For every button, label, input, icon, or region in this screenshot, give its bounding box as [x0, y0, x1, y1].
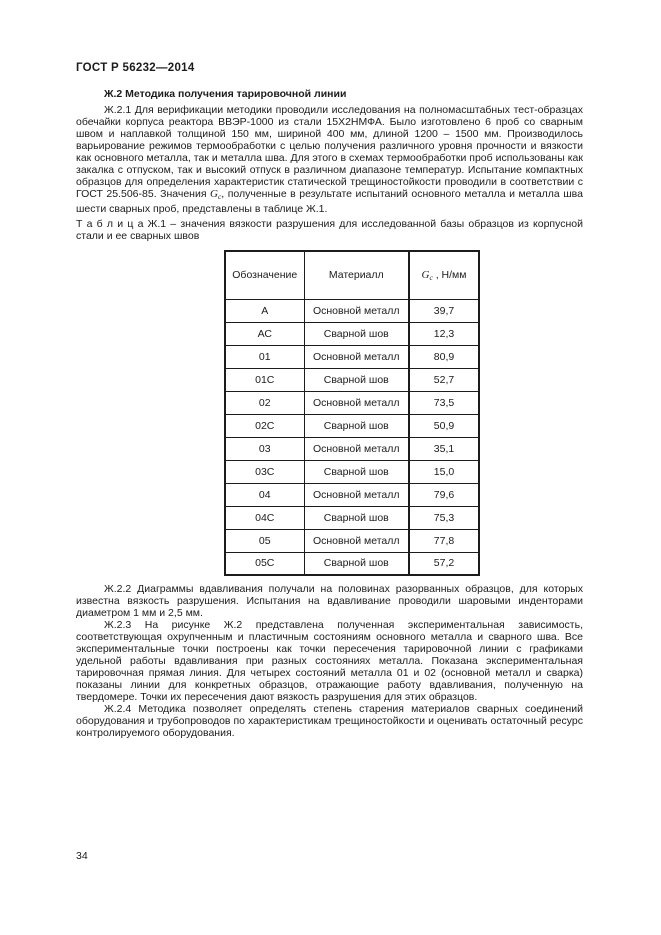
cell-code: 04С	[225, 506, 304, 529]
table-row	[225, 529, 479, 552]
cell-gc: 39,7	[409, 299, 479, 322]
cell-gc: 57,2	[409, 552, 479, 575]
paragraph-zh21-text-2: , полученные в результате испытаний основного металла и металла шва шести сварных проб, представлены в таблице Ж.1.	[76, 188, 583, 215]
paragraph-zh23: Ж.2.3 На рисунке Ж.2 представлена полученная экспериментальная зависимость, соответствующая охрупченным и пластичным состояниям основного металла и сварного шва. Все экспериментальные точки построены как точки пересечения тарировочной линии с графиками удельной работы вдавливания при разных состояниях металла. Показана экспериментальная тарировочная прямая линия. Для четырех состояний металла 01 и 02 (основной металл и сварка) показаны линии для конкретных образцов, отражающие работу вдавливания, полученную на твердомере. Точки их пересечения дают вязкость разрушения для этих образцов.	[76, 619, 583, 703]
table-row	[225, 437, 479, 460]
cell-material: Сварной шов	[304, 552, 409, 575]
table-row	[225, 322, 479, 345]
cell-gc: 73,5	[409, 391, 479, 414]
column-header-gc: $G_с$ , Н/мм	[409, 251, 479, 299]
paragraph-zh24: Ж.2.4 Методика позволяет определять степень старения материалов сварных соединений оборудования и трубопроводов по характеристикам трещиностойкости и оценивать остаточный ресурс контролируемого оборудования.	[76, 703, 583, 739]
cell-code: 05С	[225, 552, 304, 575]
cell-material: Сварной шов	[304, 414, 409, 437]
table-caption: Т а б л и ц а Ж.1 – значения вязкости разрушения для исследованной базы образцов из корпусной стали и ее сварных швов	[76, 218, 583, 242]
table-row	[225, 552, 479, 575]
cell-gc: 35,1	[409, 437, 479, 460]
cell-gc: 12,3	[409, 322, 479, 345]
table-row	[225, 460, 479, 483]
gc-symbol-header: $G_с$	[421, 268, 433, 282]
cell-code: 03	[225, 437, 304, 460]
table-row	[225, 345, 479, 368]
gc-symbol-inline: $G_с$	[210, 188, 222, 201]
cell-gc: 52,7	[409, 368, 479, 391]
table-row	[225, 414, 479, 437]
cell-material: Основной металл	[304, 437, 409, 460]
cell-code: 02	[225, 391, 304, 414]
cell-material: Основной металл	[304, 483, 409, 506]
table-header-row	[225, 251, 479, 299]
paragraph-zh21-text-1: Ж.2.1 Для верификации методики проводили исследования на полномасштабных тест-образцах обечайки корпуса реактора ВВЭР-1000 из стали 15Х2НМФА. Было изготовлено 6 проб со сварным швом и наплавкой толщиной 150 мм, шириной 400 мм, длиной 1200 – 1500 мм. Производилось варьирование режимов термообработки с целью получения различного уровня прочности и вязкости как основного металла, так и металла шва. Для этого в схемах термообработки проб использованы как закалка с отпуском, так и высокий отпуск в различном диапазоне температур. Испытание компактных образцов для определения характеристик статической трещиностойкости проводили в соответствии с ГОСТ 25.506-85. Значения	[76, 104, 583, 200]
table-row	[225, 368, 479, 391]
cell-code: А	[225, 299, 304, 322]
cell-code: 01	[225, 345, 304, 368]
table-row	[225, 391, 479, 414]
page-number: 34	[76, 850, 88, 862]
cell-gc: 79,6	[409, 483, 479, 506]
cell-material: Основной металл	[304, 345, 409, 368]
cell-material: Основной металл	[304, 391, 409, 414]
document-title: ГОСТ Р 56232—2014	[76, 62, 195, 74]
column-header-designation: Обозначение	[225, 251, 304, 299]
cell-gc: 77,8	[409, 529, 479, 552]
cell-code: 05	[225, 529, 304, 552]
cell-gc: 15,0	[409, 460, 479, 483]
cell-material: Основной металл	[304, 529, 409, 552]
cell-material: Сварной шов	[304, 322, 409, 345]
paragraph-zh21	[76, 104, 583, 215]
cell-material: Основной металл	[304, 299, 409, 322]
cell-material: Сварной шов	[304, 368, 409, 391]
cell-code: 04	[225, 483, 304, 506]
cell-code: 02С	[225, 414, 304, 437]
cell-material: Сварной шов	[304, 506, 409, 529]
cell-gc: 50,9	[409, 414, 479, 437]
cell-code: АС	[225, 322, 304, 345]
table-row	[225, 483, 479, 506]
table-row	[225, 299, 479, 322]
cell-code: 03С	[225, 460, 304, 483]
cell-code: 01С	[225, 368, 304, 391]
column-header-material: Материалл	[304, 251, 409, 299]
paragraph-zh22: Ж.2.2 Диаграммы вдавливания получали на половинах разорванных образцов, для которых известна вязкость разрушения. Испытания на вдавливание проводили шаровыми инденторами диаметром 1 мм и 2,5 мм.	[76, 583, 583, 619]
section-heading: Ж.2 Методика получения тарировочной линии	[104, 88, 347, 100]
fracture-toughness-table	[224, 250, 480, 576]
cell-material: Сварной шов	[304, 460, 409, 483]
table-row	[225, 506, 479, 529]
cell-gc: 80,9	[409, 345, 479, 368]
cell-gc: 75,3	[409, 506, 479, 529]
